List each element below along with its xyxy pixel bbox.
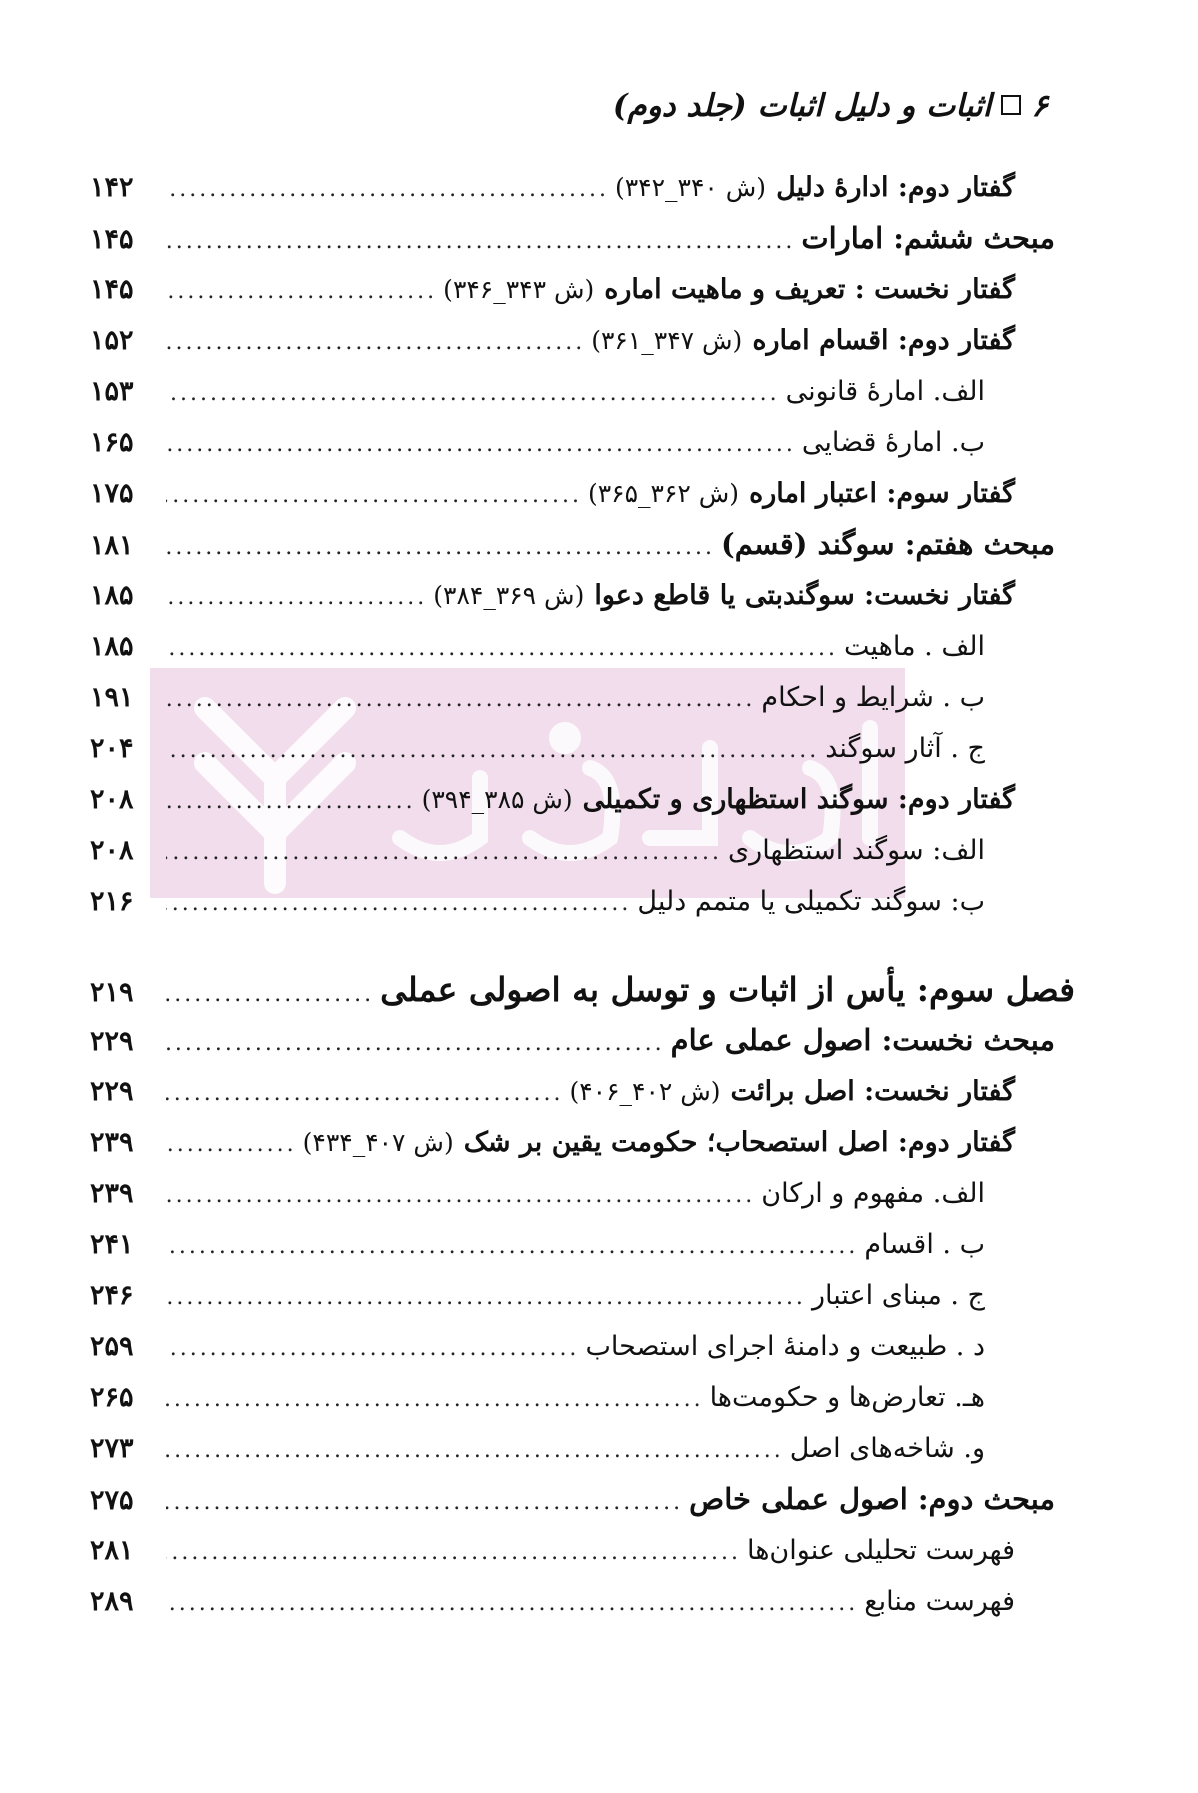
toc-entry-section-range: (ش ۴۰۲_۴۰۶)	[569, 1077, 721, 1106]
dot-leader	[166, 1374, 704, 1425]
toc-entry[interactable]	[90, 1219, 1075, 1270]
toc-entry-page-number: ۱۵۲	[90, 325, 134, 356]
toc-entry-title: فهرست تحلیلی عنوان‌ها	[746, 1535, 1015, 1566]
book-title: اثبات و دلیل اثبات (جلد دوم)	[612, 88, 992, 124]
toc-entry-page-number: ۱۹۱	[90, 682, 134, 713]
toc-entry-page-number: ۲۷۵	[90, 1485, 134, 1516]
toc-entry-title: گفتار دوم: ادارهٔ دلیل	[776, 172, 1015, 203]
dot-leader	[166, 164, 609, 215]
toc-entry[interactable]	[90, 1270, 1075, 1321]
toc-entry-title: گفتار دوم: سوگند استظهاری و تکمیلی	[582, 784, 1015, 815]
dot-leader	[166, 827, 722, 878]
toc-entry-page-number: ۱۷۵	[90, 478, 134, 509]
toc-entry-title: گفتار نخست: سوگندبتی یا قاطع دعوا	[594, 580, 1015, 611]
toc-entry-title: گفتار سوم: اعتبار اماره	[749, 478, 1015, 509]
dot-leader	[166, 1272, 806, 1323]
toc-entry-title: گفتار نخست : تعریف و ماهیت اماره	[604, 274, 1015, 305]
dot-leader	[166, 1018, 665, 1069]
dot-leader	[166, 1221, 858, 1272]
toc-entry-title: الف. مفهوم و ارکان	[761, 1178, 985, 1209]
toc-entry-page-number: ۱۶۵	[90, 427, 134, 458]
toc-entry[interactable]	[90, 1372, 1075, 1423]
dot-leader	[166, 317, 585, 368]
toc-entry-page-number: ۲۷۳	[90, 1433, 134, 1464]
toc-entry-title: ج . مبنای اعتبار	[811, 1280, 985, 1311]
toc-entry[interactable]	[90, 417, 1075, 468]
dot-leader	[166, 1578, 858, 1629]
toc-entry-page-number: ۲۲۹	[90, 1076, 134, 1107]
dot-leader	[166, 266, 437, 317]
page-number: ۶	[1031, 88, 1048, 124]
toc-entry[interactable]	[90, 366, 1075, 417]
toc-entry-title: فهرست منابع	[864, 1586, 1015, 1617]
toc-entry-section-range: (ش ۴۰۷_۴۳۴)	[302, 1128, 454, 1157]
dot-leader	[166, 1425, 784, 1476]
toc-entry[interactable]	[90, 1066, 1075, 1117]
toc-entry-title: مبحث ششم: امارات	[801, 221, 1055, 255]
toc-entry-page-number: ۱۴۵	[90, 274, 134, 305]
dot-leader	[166, 1323, 579, 1374]
toc-entry[interactable]	[90, 570, 1075, 621]
toc-entry[interactable]	[90, 774, 1075, 825]
dot-leader	[166, 1527, 741, 1578]
toc-entry[interactable]	[90, 1576, 1075, 1627]
toc-entry-page-number: ۱۴۵	[90, 224, 134, 255]
toc-entry[interactable]	[90, 964, 1075, 1015]
toc-entry-section-range: (ش ۳۴۳_۳۴۶)	[443, 275, 595, 304]
toc-entry-page-number: ۱۵۳	[90, 376, 134, 407]
toc-entry-title: ب. امارهٔ قضایی	[801, 427, 985, 458]
toc-entry-page-number: ۲۶۵	[90, 1382, 134, 1413]
toc-entry[interactable]	[90, 213, 1075, 264]
toc-entry-title: مبحث دوم: اصول عملی خاص	[689, 1482, 1055, 1516]
dot-leader	[166, 572, 427, 623]
toc-entry-page-number: ۱۸۵	[90, 631, 134, 662]
section-gap	[90, 927, 1075, 964]
toc-entry[interactable]	[90, 1321, 1075, 1372]
toc-entry-page-number: ۲۴۶	[90, 1280, 134, 1311]
dot-leader	[166, 470, 582, 521]
toc-entry-page-number: ۱۸۱	[90, 530, 134, 561]
toc-entry-page-number: ۲۰۸	[90, 835, 134, 866]
toc-entry[interactable]	[90, 519, 1075, 570]
toc-entry-title: الف: سوگند استظهاری	[728, 835, 985, 866]
toc-entry[interactable]	[90, 162, 1075, 213]
dot-leader	[166, 216, 795, 267]
toc-entry-title: ب . شرایط و احکام	[761, 682, 985, 713]
toc-entry-title: مبحث هفتم: سوگند (قسم)	[720, 527, 1055, 561]
toc-entry-title: فصل سوم: یأس از اثبات و توسل به اصولی عملی	[380, 970, 1075, 1009]
toc-entry-page-number: ۲۸۹	[90, 1586, 134, 1617]
dot-leader	[166, 1477, 683, 1528]
toc-entry-title: هـ. تعارض‌ها و حکومت‌ها	[709, 1382, 985, 1413]
dot-leader	[166, 674, 755, 725]
toc-entry-page-number: ۲۱۶	[90, 886, 134, 917]
toc-entry[interactable]	[90, 876, 1075, 927]
dot-leader	[166, 522, 715, 573]
toc-entry-page-number: ۲۸۱	[90, 1535, 134, 1566]
dot-leader	[166, 1119, 297, 1170]
toc-entry-page-number: ۲۰۴	[90, 733, 134, 764]
toc-entry-page-number: ۱۴۲	[90, 172, 134, 203]
toc-entry-page-number: ۲۰۸	[90, 784, 134, 815]
toc-entry-title: ب: سوگند تکمیلی یا متمم دلیل	[637, 886, 985, 917]
toc-entry-page-number: ۲۱۹	[90, 977, 134, 1008]
toc-entry[interactable]	[90, 621, 1075, 672]
dot-leader	[166, 776, 416, 827]
toc-entry-section-range: (ش ۳۸۵_۳۹۴)	[421, 785, 573, 814]
dot-leader	[166, 1068, 563, 1119]
toc-entry[interactable]	[90, 264, 1075, 315]
dot-leader	[166, 419, 796, 470]
toc-entry-page-number: ۱۸۵	[90, 580, 134, 611]
toc-entry[interactable]	[90, 315, 1075, 366]
toc-entry-title: الف . ماهیت	[843, 631, 985, 662]
toc-entry[interactable]	[90, 1015, 1075, 1066]
toc-entry-section-range: (ش ۳۶۹_۳۸۴)	[433, 581, 585, 610]
toc-entry-title: گفتار نخست: اصل برائت	[730, 1076, 1015, 1107]
square-bullet-icon	[1001, 95, 1021, 115]
toc-entry-section-range: (ش ۳۶۲_۳۶۵)	[587, 479, 740, 508]
dot-leader	[166, 623, 838, 674]
dot-leader	[166, 1170, 755, 1221]
toc-entry[interactable]	[90, 1168, 1075, 1219]
toc-entry-title: و. شاخه‌های اصل	[789, 1433, 985, 1464]
toc-entry-section-range: (ش ۳۴۰_۳۴۲)	[614, 173, 767, 202]
dot-leader	[166, 969, 374, 1020]
toc-entry[interactable]	[90, 1525, 1075, 1576]
toc-entry-title: مبحث نخست: اصول عملی عام	[670, 1023, 1055, 1057]
toc-entry-page-number: ۲۴۱	[90, 1229, 134, 1260]
toc-entry[interactable]	[90, 672, 1075, 723]
toc-entry-title: ب . اقسام	[864, 1229, 985, 1260]
toc-entry[interactable]	[90, 825, 1075, 876]
dot-leader	[166, 725, 819, 776]
page-header	[613, 88, 1048, 124]
toc-entry[interactable]	[90, 1423, 1075, 1474]
toc-entry-title: گفتار دوم: اصل استصحاب؛ حکومت یقین بر شک	[463, 1127, 1015, 1158]
toc-entry-title: د . طبیعت و دامنهٔ اجرای استصحاب	[585, 1331, 985, 1362]
dot-leader	[166, 368, 780, 419]
toc-entry-title: الف. امارهٔ قانونی	[785, 376, 985, 407]
dot-leader	[166, 878, 631, 929]
toc-entry-section-range: (ش ۳۴۷_۳۶۱)	[591, 326, 743, 355]
toc-entry-page-number: ۲۲۹	[90, 1026, 134, 1057]
toc-entry-page-number: ۲۳۹	[90, 1178, 134, 1209]
toc-entry-title: ج . آثار سوگند	[825, 733, 985, 764]
toc-entry-title: گفتار دوم: اقسام اماره	[752, 325, 1015, 356]
toc-entry-page-number: ۲۵۹	[90, 1331, 134, 1362]
toc-entry[interactable]	[90, 1117, 1075, 1168]
toc-entry[interactable]	[90, 468, 1075, 519]
toc-entry[interactable]	[90, 723, 1075, 774]
toc-entry[interactable]	[90, 1474, 1075, 1525]
toc-entry-page-number: ۲۳۹	[90, 1127, 134, 1158]
table-of-contents	[90, 162, 1075, 1627]
